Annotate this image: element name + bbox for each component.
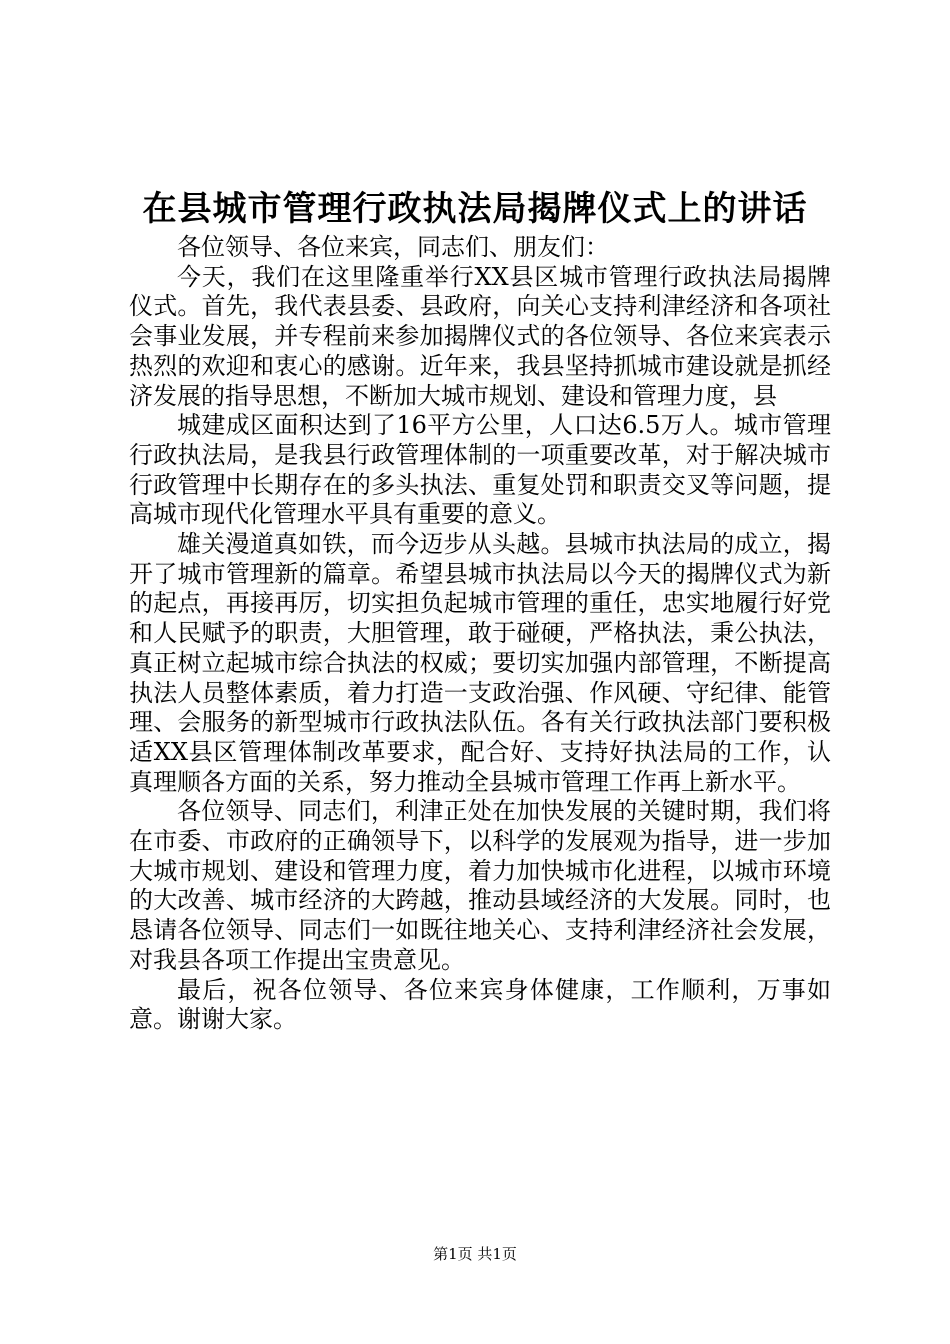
paragraph: 各位领导、同志们，利津正处在加快发展的关键时期，我们将在市委、市政府的正确领导下，以科学的发展观为指导，进一步加大城市规划、建设和管理力度，着力加快城市化进程，以城市环境的大改善、城市经济的大跨越，推动县域经济的大发展。同时，也恳请各位领导、同志们一如既往地关心、支持利津经济社会发展，对我县各项工作提出宝贵意见。 — [129, 797, 831, 974]
paragraph: 城建成区面积达到了16平方公里，人口达6.5万人。城市管理行政执法局，是我县行政管理体制的一项重要改革，对于解决城市行政管理中长期存在的多头执法、重复处罚和职责交叉等问题，提高城市现代化管理水平具有重要的意义。 — [129, 411, 831, 529]
document-body — [129, 233, 831, 1035]
paragraph-salutation: 各位领导、各位来宾，同志们、朋友们： — [177, 233, 609, 261]
page-footer — [0, 1244, 950, 1264]
page-number: 第1页 共1页 — [433, 1245, 517, 1263]
paragraph-closing: 最后，祝各位领导、各位来宾身体健康，工作顺利，万事如意。谢谢大家。 — [129, 975, 831, 1034]
paragraph: 雄关漫道真如铁，而今迈步从头越。县城市执法局的成立，揭开了城市管理新的篇章。希望县城市执法局以今天的揭牌仪式为新的起点，再接再厉，切实担负起城市管理的重任，忠实地履行好党和人民赋予的职责，大胆管理，敢于碰硬，严格执法，秉公执法，真正树立起城市综合执法的权威；要切实加强内部管理，不断提高执法人员整体素质，着力打造一支政治强、作风硬、守纪律、能管理、会服务的新型城市行政执法队伍。各有关行政执法部门要积极适XX县区管理体制改革要求，配合好、支持好执法局的工作，认真理顺各方面的关系，努力推动全县城市管理工作再上新水平。 — [129, 530, 831, 796]
document-title: 在县城市管理行政执法局揭牌仪式上的讲话 — [142, 189, 808, 229]
paragraph: 今天，我们在这里隆重举行XX县区城市管理行政执法局揭牌仪式。首先，我代表县委、县政府，向关心支持利津经济和各项社会事业发展，并专程前来参加揭牌仪式的各位领导、各位来宾表示热烈的欢迎和衷心的感谢。近年来，我县坚持抓城市建设就是抓经济发展的指导思想，不断加大城市规划、建设和管理力度，县 — [129, 262, 831, 410]
